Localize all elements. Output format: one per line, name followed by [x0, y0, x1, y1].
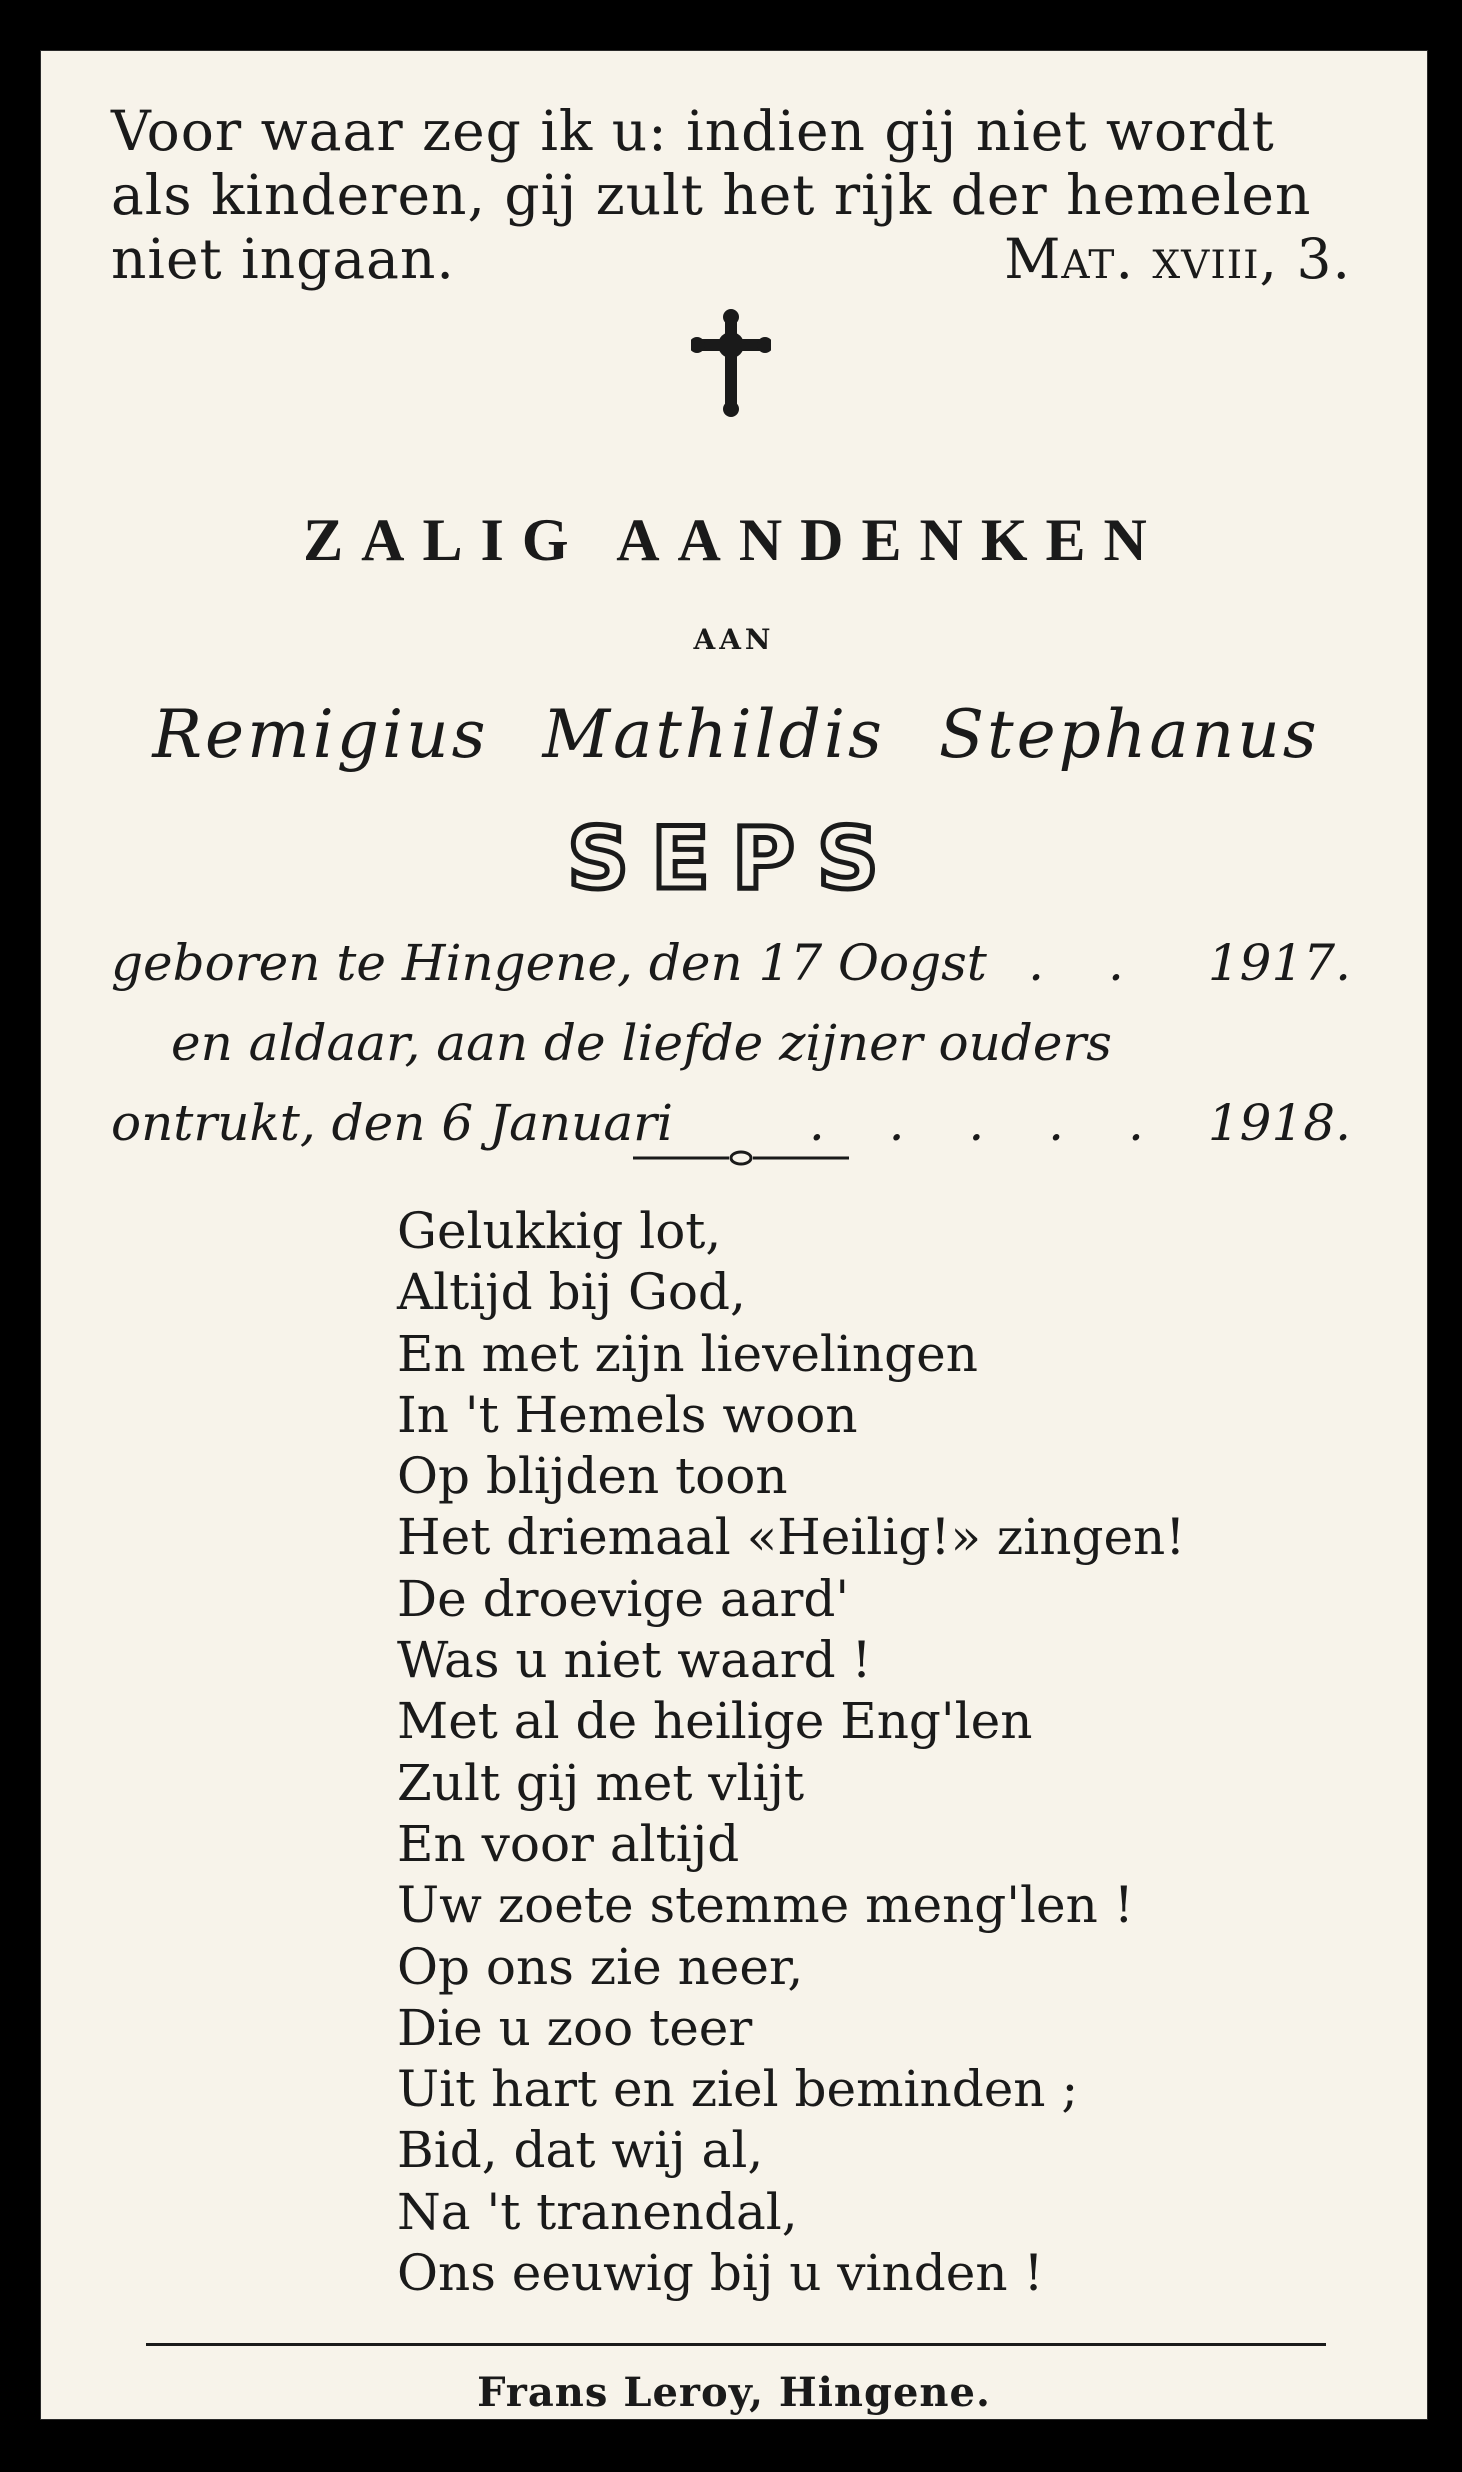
poem-line: Bid, dat wij al, — [397, 2121, 764, 2180]
poem-line: En met zijn lievelingen — [397, 1324, 978, 1383]
poem-line: Die u zoo teer — [397, 1998, 753, 2057]
memorial-card — [40, 50, 1428, 2420]
verse-reference: Mat. xviii, 3. — [1004, 227, 1351, 291]
footer-rule — [146, 2343, 1326, 2346]
verse-line-3-text: niet ingaan. — [111, 227, 455, 291]
card-heading: ZALIG AANDENKEN — [303, 507, 1165, 573]
birth-line — [111, 923, 1351, 1003]
verse-line-1: Voor waar zeg ik u: indien gij niet wordt — [111, 99, 1275, 163]
poem-line: Na 't tranendal, — [397, 2182, 798, 2241]
poem-line: En voor altijd — [397, 1814, 740, 1873]
poem-line: Ons eeuwig bij u vinden ! — [397, 2244, 1044, 2303]
verse-line-2: als kinderen, gij zult het rijk der hemelen — [111, 163, 1312, 227]
verse-line-3 — [111, 227, 1351, 291]
connector-word: AAN — [693, 623, 775, 656]
poem — [397, 1201, 1397, 2304]
death-dots: . . . . . — [808, 1094, 1168, 1152]
printer-credit: Frans Leroy, Hingene. — [477, 2369, 991, 2416]
poem-line: Altijd bij God, — [397, 1263, 746, 1322]
given-names: Remigius Mathildis Stephanus — [152, 696, 1320, 773]
poem-line: Gelukkig lot, — [397, 1202, 722, 1260]
cross-icon — [691, 309, 771, 419]
poem-line: Op blijden toon — [397, 1447, 788, 1506]
death-text: ontrukt, den 6 Januari — [111, 1094, 674, 1152]
poem-line: In 't Hemels woon — [397, 1385, 858, 1444]
poem-line: Zult gij met vlijt — [397, 1753, 805, 1812]
birth-year: 1917. — [1207, 934, 1351, 992]
life-dates — [111, 923, 1351, 1163]
poem-line: Met al de heilige Eng'len — [397, 1692, 1033, 1751]
poem-line: De droevige aard' — [397, 1569, 850, 1628]
birth-dots: . . — [1028, 934, 1148, 992]
poem-line: Uit hart en ziel beminden ; — [397, 2060, 1079, 2119]
poem-line: Was u niet waard ! — [397, 1631, 872, 1690]
ornamental-divider — [633, 1146, 849, 1170]
birth-text: geboren te Hingene, den 17 Oogst — [111, 934, 987, 992]
poem-line: Het driemaal «Heilig!» zingen! — [397, 1508, 1186, 1567]
poem-line: Op ons zie neer, — [397, 1937, 804, 1996]
surname: SEPS — [567, 809, 901, 909]
middle-text: en aldaar, aan de liefde zijner ouders — [171, 1014, 1112, 1072]
scripture-verse — [111, 99, 1351, 291]
death-year: 1918. — [1207, 1094, 1351, 1152]
poem-line: Uw zoete stemme meng'len ! — [397, 1876, 1134, 1935]
middle-line — [111, 1003, 1351, 1083]
